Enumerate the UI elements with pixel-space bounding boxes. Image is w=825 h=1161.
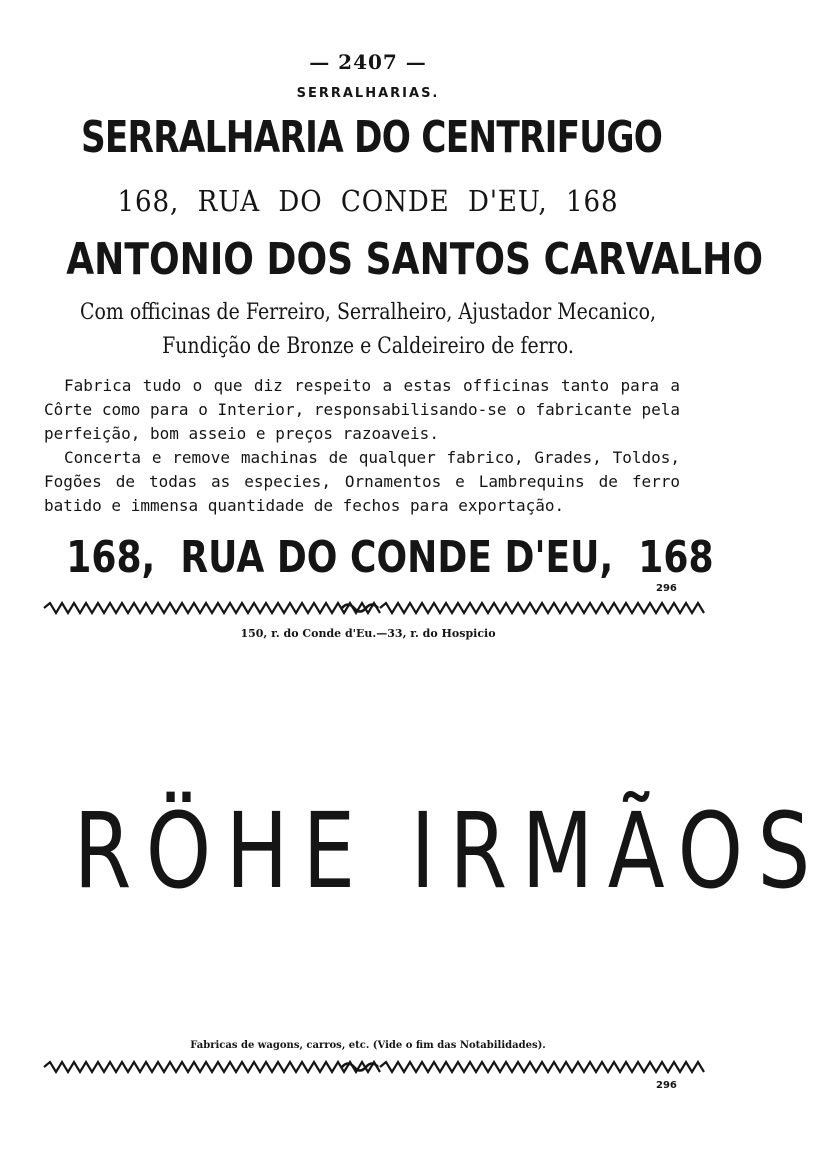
ad1-services-line2: Fundição de Bronze e Caldeireiro de ferro.: [162, 334, 574, 359]
ad1-paragraph-1-text: Fabrica tudo o que diz respeito a estas officinas tanto para a Côrte como para o Interior, responsabilisando-se o fabricante pela perfeição, bom asseio e preços razoaveis.: [44, 376, 680, 443]
page-number: — 2407 —: [309, 50, 427, 74]
ad2-note: Fabricas de wagons, carros, etc. (Vide o fim das Notabilidades).: [190, 1040, 546, 1051]
ornamental-rule-1: [44, 601, 680, 615]
ad1-paragraph-1: [44, 374, 680, 446]
cross-reference: 150, r. do Conde d'Eu.—33, r. do Hospicio: [240, 627, 496, 640]
ad1-paragraph-2: [44, 446, 680, 518]
ad1-number: 296: [656, 583, 677, 594]
ad1-services-line1: Com officinas de Ferreiro, Serralheiro, Ajustador Mecanico,: [80, 300, 656, 325]
ad1-owner: ANTONIO DOS SANTOS CARVALHO: [66, 234, 764, 285]
section-heading: SERRALHARIAS.: [296, 86, 440, 101]
ad2-title: RÖHE IRMÃOS: [73, 790, 825, 912]
ad1-footer-address: 168, RUA DO CONDE D'EU, 168: [66, 532, 714, 583]
ad2-number: 296: [656, 1080, 677, 1091]
ornamental-rule-2: [44, 1060, 680, 1074]
ad1-title: SERRALHARIA DO CENTRIFUGO: [80, 112, 663, 163]
ad1-paragraph-2-text: Concerta e remove machinas de qualquer fabrico, Grades, Toldos, Fogões de todas as especies, Ornamentos e Lambrequins de ferro batido e immensa quantidade de fechos para exportação.: [44, 448, 680, 515]
ad1-address: 168, RUA DO CONDE D'EU, 168: [117, 184, 619, 218]
